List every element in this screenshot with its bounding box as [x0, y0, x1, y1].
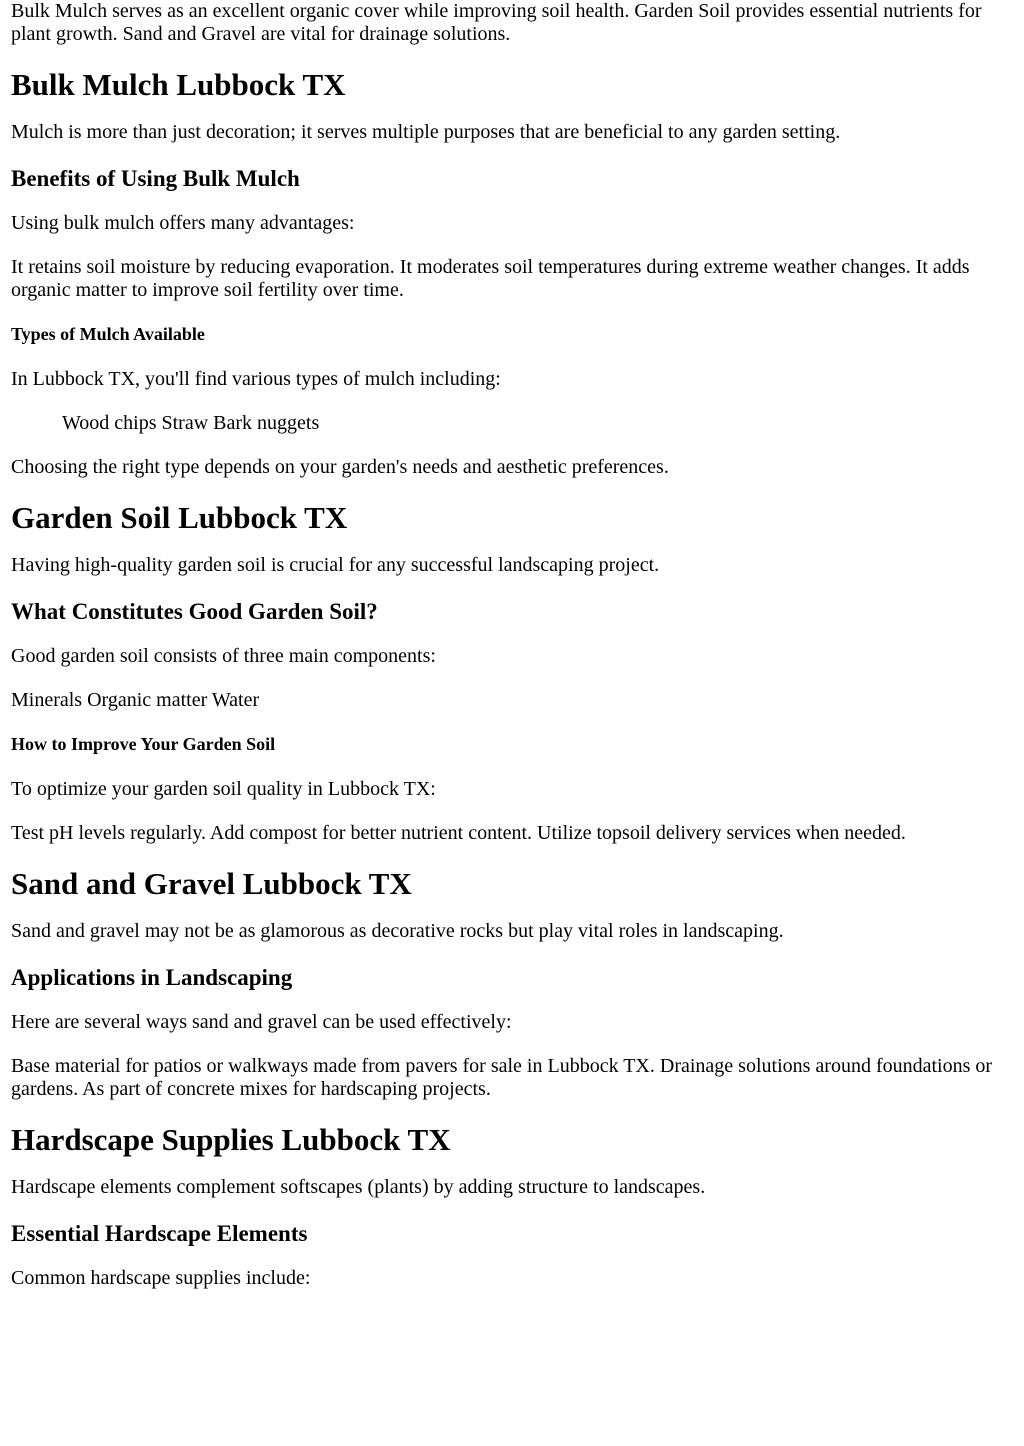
heading-improve-soil: How to Improve Your Garden Soil: [11, 734, 276, 754]
heading-good-garden-soil: What Constitutes Good Garden Soil?: [11, 599, 378, 624]
heading-benefits-of-mulch: Benefits of Using Bulk Mulch: [11, 166, 300, 191]
essential-intro: Common hardscape supplies include:: [11, 1267, 311, 1289]
benefits-list: It retains soil moisture by reducing evaporation. It moderates soil temperatures during extreme weather changes. It adds organic matter to improve soil fertility over time.: [11, 256, 970, 301]
benefits-intro: Using bulk mulch offers many advantages:: [11, 212, 355, 234]
types-intro: In Lubbock TX, you'll find various types of mulch including:: [11, 368, 501, 390]
mulch-paragraph: Mulch is more than just decoration; it serves multiple purposes that are beneficial to any garden setting.: [11, 121, 841, 143]
applications-list: Base material for patios or walkways made from pavers for sale in Lubbock TX. Drainage solutions around foundations or gardens. As part of concrete mixes for hardscaping projects.: [11, 1055, 993, 1100]
heading-sand-gravel: Sand and Gravel Lubbock TX: [11, 866, 412, 901]
types-outro: Choosing the right type depends on your garden's needs and aesthetic preferences.: [11, 456, 669, 478]
sand-paragraph: Sand and gravel may not be as glamorous as decorative rocks but play vital roles in landscaping.: [11, 920, 784, 942]
heading-types-of-mulch: Types of Mulch Available: [11, 324, 205, 344]
improve-intro: To optimize your garden soil quality in Lubbock TX:: [11, 778, 436, 800]
applications-intro: Here are several ways sand and gravel can be used effectively:: [11, 1011, 512, 1033]
heading-essential-hardscape: Essential Hardscape Elements: [11, 1221, 308, 1246]
improve-list: Test pH levels regularly. Add compost for better nutrient content. Utilize topsoil delivery services when needed.: [11, 822, 906, 844]
heading-garden-soil: Garden Soil Lubbock TX: [11, 500, 348, 535]
good-soil-list: Minerals Organic matter Water: [11, 689, 260, 711]
soil-paragraph: Having high-quality garden soil is crucial for any successful landscaping project.: [11, 554, 660, 576]
intro-paragraph: Bulk Mulch serves as an excellent organic cover while improving soil health. Garden Soil provides essential nutrients for plant growth. Sand and Gravel are vital for drainage solutions.: [11, 0, 982, 45]
hardscape-paragraph: Hardscape elements complement softscapes (plants) by adding structure to landscapes.: [11, 1176, 706, 1198]
types-list: Wood chips Straw Bark nuggets: [62, 412, 320, 434]
heading-hardscape: Hardscape Supplies Lubbock TX: [11, 1122, 451, 1157]
heading-applications: Applications in Landscaping: [11, 965, 293, 990]
heading-bulk-mulch: Bulk Mulch Lubbock TX: [11, 67, 346, 102]
good-soil-intro: Good garden soil consists of three main components:: [11, 645, 436, 667]
